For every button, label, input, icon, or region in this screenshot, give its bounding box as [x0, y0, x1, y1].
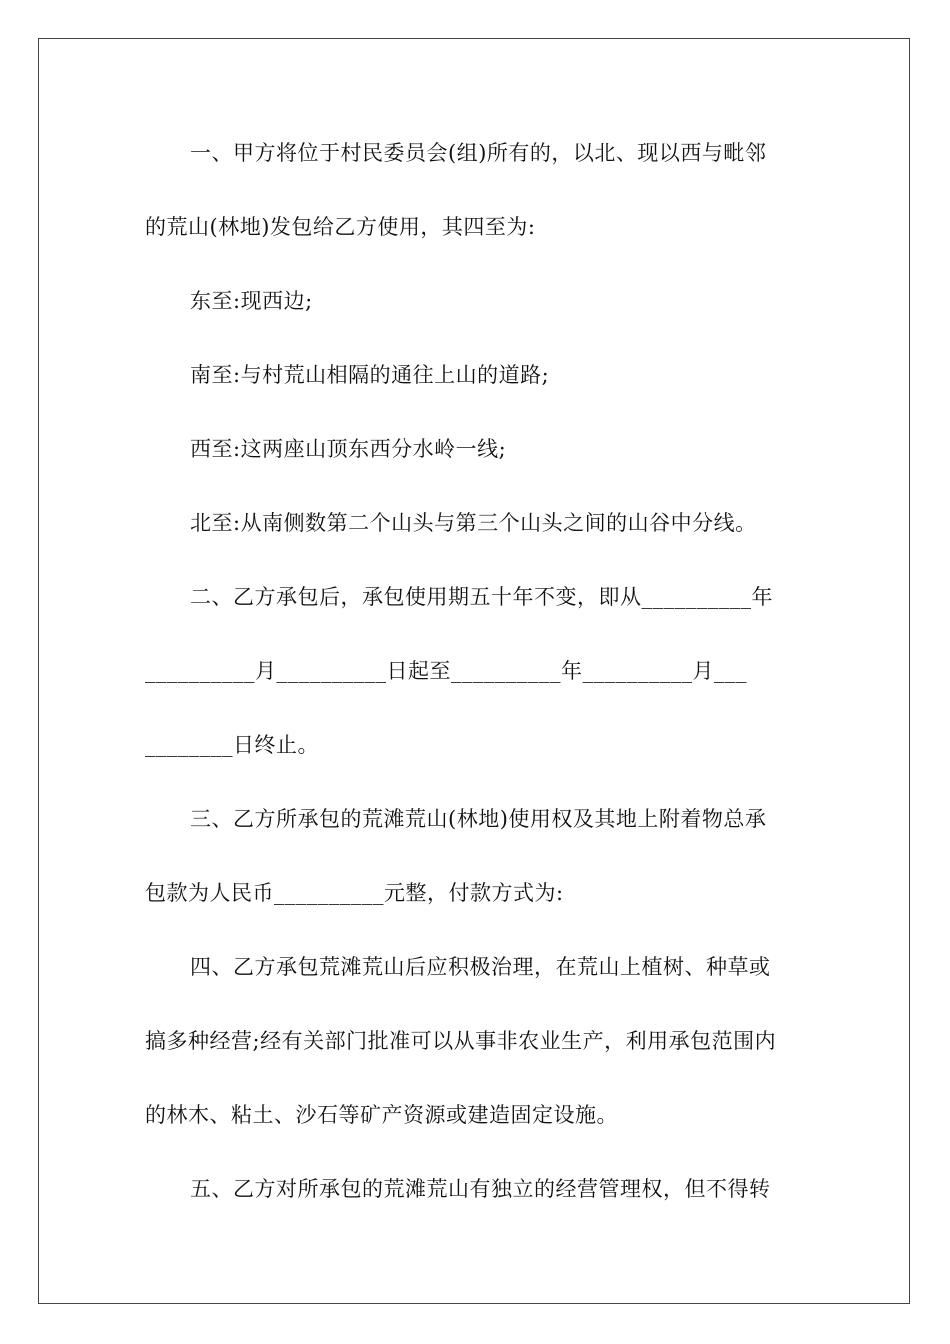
text-line: 的林木、粘土、沙石等矿产资源或建造固定设施。	[145, 1103, 618, 1127]
text-line: 东至:现西边;	[190, 289, 313, 313]
text-line: 搞多种经营;经有关部门批准可以从事非农业生产，利用承包范围内	[145, 1029, 777, 1053]
text-line: 西至:这两座山顶东西分水岭一线;	[190, 437, 507, 461]
text-line: 的荒山(林地)发包给乙方使用，其四至为:	[145, 215, 536, 239]
document-body	[145, 133, 805, 1243]
text-line: 二、乙方承包后，承包使用期五十年不变，即从__________年	[190, 585, 773, 609]
text-line: 北至:从南侧数第二个山头与第三个山头之间的山谷中分线。	[190, 511, 757, 535]
text-line: 三、乙方所承包的荒滩荒山(林地)使用权及其地上附着物总承	[190, 807, 767, 831]
text-line: 包款为人民币__________元整，付款方式为:	[145, 881, 564, 905]
text-line: 四、乙方承包荒滩荒山后应积极治理，在荒山上植树、种草或	[190, 955, 771, 979]
text-line: ________日终止。	[145, 733, 319, 757]
text-line: 南至:与村荒山相隔的通往上山的道路;	[190, 363, 550, 387]
text-line: 一、甲方将位于村民委员会(组)所有的，以北、现以西与毗邻	[190, 141, 767, 165]
text-line: 五、乙方对所承包的荒滩荒山有独立的经营管理权，但不得转	[190, 1177, 771, 1201]
text-line: __________月__________日起至__________年__________月___	[145, 659, 747, 683]
